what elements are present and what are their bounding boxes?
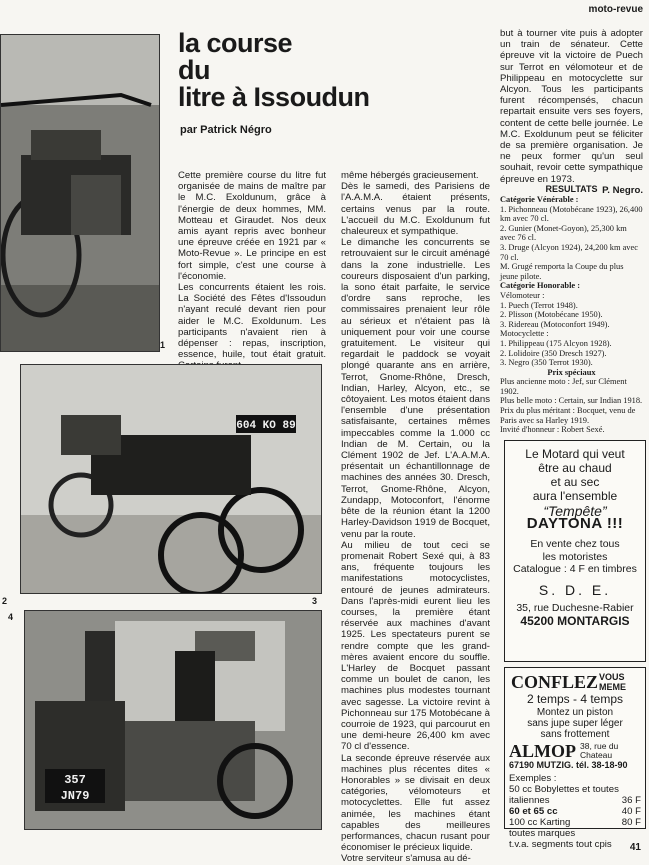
- paragraph: Cette première course du litre fut organisée de mains de maître par le M.C. Exoldunum, grâce à l'énergie de deux hommes, MM. Motteau et Giraudet. Nos deux amis ayant repris avec bonheur une épreuve créée en 1921 par « Moto-Revue ». Le principe en est fort simple, c'est une course à l'économie.: [178, 170, 326, 282]
- price-item: 100 cc Karting: [509, 817, 571, 828]
- ad1-city: 45200 MONTARGIS: [520, 613, 630, 628]
- price-value: 36 F: [621, 795, 641, 806]
- article-column-1: [178, 170, 326, 372]
- ad1-catalogue: Catalogue : 4 F en timbres: [513, 563, 637, 575]
- title-line-3: litre à Issoudun: [178, 82, 370, 112]
- plate-bottom-line-1: 357: [64, 773, 86, 787]
- ad2-pitch-line: sans jupe super léger: [527, 718, 623, 729]
- result-line: 2. Plisson (Motobécane 1950).: [500, 310, 603, 320]
- ad1-line: aura l'ensemble: [532, 489, 618, 503]
- ad2-company: ALMOP: [509, 740, 576, 761]
- price-row: [505, 817, 645, 828]
- photo-2-number: 2: [2, 596, 8, 606]
- ad1-daytona: DAYTONA !!!: [526, 514, 624, 532]
- paragraph: Au milieu de tout ceci se promenait Robert Sexé qui, à 83 ans, fréquente toujours les manifestations motocyclistes, entouré de jeunes admirateurs. Dans l'après-midi eurent lieu les courses, la première étant réservée aux machines d'avant 1925. Les spectateurs purent se rendre compte que les grand-mères avaient encore du souffle. L'Harley de Bocquet passant comme un boulet de canon, les machines plus modestes tournant avec sagesse. La victoire revint à Pichonneau sur 175 Motobécane à courroie de 1923, qui parcourut en une demi-heure 26,400 km avec 70 cl d'essence.: [341, 539, 490, 753]
- article-column-3: [500, 28, 643, 196]
- result-line: 3. Negro (350 Terrot 1930).: [500, 358, 593, 368]
- result-line: 1. Philippeau (175 Alcyon 1928).: [500, 338, 612, 348]
- byline: par Patrick Négro: [180, 124, 272, 136]
- ad1-line: Le Motard qui veut: [525, 447, 625, 461]
- result-line: Plus belle moto : Certain, sur Indian 1918.: [500, 396, 643, 406]
- result-line: Motocyclette :: [500, 329, 549, 339]
- price-item: italiennes: [509, 795, 550, 806]
- price-row: [505, 828, 645, 839]
- plate-top: 604 KO 89: [236, 420, 296, 432]
- plate-bottom-line-2: JN79: [60, 789, 90, 803]
- ad2-brand: CONFLEZ: [511, 671, 599, 692]
- price-row: [505, 784, 645, 795]
- results-box: [500, 182, 643, 435]
- photo-1-vintage-motorcycle: [0, 34, 160, 352]
- page-number: 41: [629, 842, 641, 853]
- ad2-street: 38, rue du Chateau: [580, 741, 619, 760]
- result-line: Prix du plus méritant : Bocquet, venu de Paris avec sa Harley 1919.: [500, 406, 636, 425]
- result-line: Plus ancienne moto : Jef, sur Clément 1902.: [500, 377, 627, 396]
- ad1-sale-line: En vente chez tous: [530, 538, 620, 550]
- price-value: 80 F: [621, 817, 641, 828]
- price-item: toutes marques: [509, 828, 576, 839]
- photo-3-number: 3: [312, 596, 318, 606]
- price-value: 40 F: [621, 806, 641, 817]
- ad2-pitch-line: sans frottement: [540, 729, 610, 740]
- ad1-address: 35, rue Duchesne-Rabier: [516, 602, 634, 614]
- price-item: t.v.a. segments tout cpis: [509, 839, 612, 850]
- photo-2-motorcycle-with-plate: [20, 364, 322, 594]
- result-line: Vélomoteur :: [500, 290, 545, 300]
- ad1-sale-line: les motoristes: [542, 550, 608, 563]
- title-line-2: du: [178, 55, 210, 85]
- photo-1-number: 1: [160, 340, 166, 350]
- ad1-line: et au sec: [550, 475, 600, 489]
- result-line: M. Grugé remporta la Coupe du plus jeune pilote.: [500, 262, 624, 281]
- article-column-2: [341, 170, 490, 865]
- result-line: Prix spéciaux: [547, 367, 596, 377]
- paragraph: La seconde épreuve réservée aux machines plus récentes dites « Honorables » se divisait en deux catégories, vélomoteurs et motocyclettes. Elle fut assez animée, les machines étant capables des meilleures performances, chacun rusant pour économiser le précieux liquide.: [341, 752, 490, 854]
- price-row: [505, 806, 645, 817]
- ad2-city: 67190 MUTZIG. tél. 38-18-90: [509, 760, 628, 770]
- result-line: 3. Druge (Alcyon 1924), 24,200 km avec 70 cl.: [500, 242, 638, 262]
- ad2-pitch-line: Montez un piston: [536, 707, 614, 718]
- title-line-1: la course: [178, 28, 293, 58]
- ad2-brand-suffix: VOUS MEME: [599, 672, 626, 692]
- paragraph: but à tourner vite puis à adopter un train de sénateur. Cette épreuve vit la victoire de Puech sur Terrot en vélomoteur et de Philippeau en motocyclette sur Alcyon. Tous les participants furent récompensés, chacun repartait ensuite vers ses foyers, content de cette belle journée. Le M.C. Exoldunum peut se féliciter de sa première organisation. Je ne peux former qu'un seul souhait, revoir cette sympathique épreuve en 1973.: [500, 28, 643, 185]
- photo-3-sidecar-and-van: [24, 610, 322, 830]
- ad1-line: être au chaud: [538, 461, 612, 475]
- price-item: 50 cc Bobylettes et toutes: [509, 784, 619, 795]
- ad2-examples: Exemples :: [509, 773, 557, 784]
- result-line: 3. Ridereau (Motoconfort 1949).: [500, 319, 610, 329]
- paragraph: même hébergés gracieusement.: [341, 170, 479, 181]
- result-line: Invité d'honneur : Robert Sexé.: [500, 425, 605, 435]
- article-title: [178, 28, 370, 112]
- result-line: Catégorie Honorable :: [500, 281, 581, 291]
- ad2-price-list: [505, 784, 645, 850]
- author-signature: P. Negro.: [602, 184, 643, 196]
- paragraph: Les concurrents étaient les rois. La Société des Fêtes d'Issoudun n'ayant reculé devant rien pour aider le M.C. Exoldunum. Les participants n'avaient rien à dépenser : repas, inscription, essence, huile, tout était gratuit.: [178, 282, 326, 361]
- price-row: [505, 795, 645, 806]
- running-head: moto-revue: [588, 4, 643, 15]
- ad1-tempete: “Tempête”: [543, 503, 607, 519]
- paragraph: Le dimanche les concurrents se retrouvaient sur le circuit aménagé dans la zone industrielle. Les coureurs disposaient d'un parking, la sono était parfaite, le service d'ordre sans reproche, les commissaires prenaient leur rôle au sérieux et n'étaient pas là uniquement pour voir une course gratuitement. Le visiteur qui regardait le paddock se voyait plongé quarante ans en arrière, Terrot, Gnome-Rhône, Dresch, Indian, Harley, Alcyon, etc., se côtoyaient. Les motos étaient dans l'ensemble d'une présentation satisfaisante, certaines mêmes impeccables comme la 1.000 cc Indian de M. Certain, ou la Clément 1902 de Jef. L'A.A.M.A. présentait un échantillonnage de machines des années 30. Dresch, Terrot, Gnome-Rhône, Alcyon, Zundapp, Motoconfort, l'énorme bête de la réunion étant la 1200 Harley-Davidson 1919 de Bocquet, venu par la route.: [341, 237, 490, 540]
- ad-tempete-daytona: [504, 440, 646, 662]
- price-row: [505, 839, 645, 850]
- results-title: RESULTATS: [545, 184, 598, 194]
- results-list: [500, 195, 643, 435]
- ad2-engines: 2 temps - 4 temps: [526, 692, 624, 706]
- paragraph: Dès le samedi, des Parisiens de l'A.A.M.A. étaient présents, certains venus par la route. L'accueil du M.C. Exoldunum fut chaleureux et sympathique.: [341, 181, 490, 238]
- ad1-sale: [505, 538, 645, 563]
- ad2-pitch: [505, 707, 645, 740]
- photo-4-number: 4: [8, 612, 14, 622]
- result-line: 1. Puech (Terrot 1948).: [500, 300, 578, 310]
- result-line: 2. Lolidoire (350 Dresch 1927).: [500, 348, 607, 358]
- ad1-company: S. D. E.: [538, 581, 612, 598]
- result-line: 1. Pichonneau (Motobécane 1923), 26,400 km avec 70 cl.: [500, 204, 643, 224]
- ad1-promo: [505, 447, 645, 503]
- result-line: 2. Gunier (Monet-Goyon), 25,300 km avec 76 cl.: [500, 223, 627, 243]
- result-line: Catégorie Vénérable :: [500, 195, 579, 204]
- price-item: 60 et 65 cc: [509, 806, 558, 817]
- paragraph: Votre serviteur s'amusa au dé-: [341, 853, 471, 865]
